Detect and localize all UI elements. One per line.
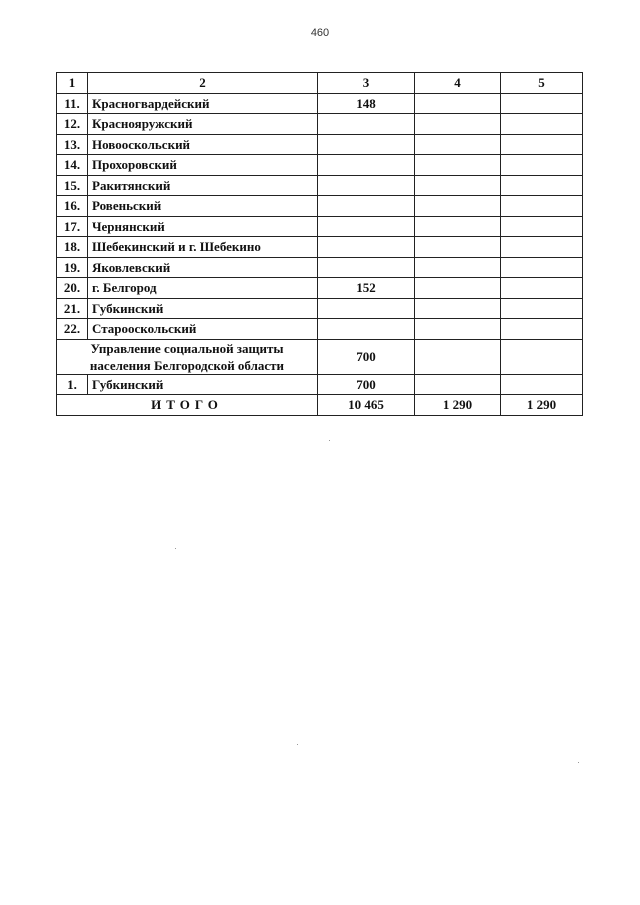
row-value-5 [501, 114, 583, 135]
row-value-3 [318, 237, 415, 258]
row-name: Губкинский [88, 298, 318, 319]
row-number: 16. [57, 196, 88, 217]
table-row [57, 257, 583, 278]
row-value-5 [501, 155, 583, 176]
department-section [57, 339, 583, 374]
department-value-5 [501, 339, 583, 374]
row-name: Новооскольский [88, 134, 318, 155]
row-number: 1. [57, 374, 88, 395]
row-number: 15. [57, 175, 88, 196]
department-name-line2: населения Белгородской области [89, 357, 285, 373]
total-value-5: 1 290 [501, 395, 583, 416]
table-row [57, 196, 583, 217]
row-value-3 [318, 155, 415, 176]
scan-speck [297, 744, 298, 745]
row-name: Краснояружский [88, 114, 318, 135]
row-value-3 [318, 196, 415, 217]
row-value-4 [415, 319, 501, 340]
row-value-3 [318, 175, 415, 196]
column-header-3: 3 [318, 73, 415, 94]
table-row [57, 278, 583, 299]
row-value-4 [415, 278, 501, 299]
row-value-3 [318, 298, 415, 319]
column-header-5: 5 [501, 73, 583, 94]
row-value-4 [415, 257, 501, 278]
row-value-3: 148 [318, 93, 415, 114]
column-header-2: 2 [88, 73, 318, 94]
row-value-5 [501, 134, 583, 155]
row-value-4 [415, 374, 501, 395]
row-number: 19. [57, 257, 88, 278]
row-name: Прохоровский [88, 155, 318, 176]
department-value-4 [415, 339, 501, 374]
department-name-line1: Управление социальной защиты [90, 340, 284, 356]
row-value-5 [501, 257, 583, 278]
row-name: Яковлевский [88, 257, 318, 278]
row-value-3 [318, 216, 415, 237]
department-rows [57, 374, 583, 395]
row-value-5 [501, 216, 583, 237]
table-row [57, 134, 583, 155]
row-name: Губкинский [88, 374, 318, 395]
row-number: 21. [57, 298, 88, 319]
row-name: Чернянский [88, 216, 318, 237]
row-value-4 [415, 237, 501, 258]
column-header-4: 4 [415, 73, 501, 94]
table-row [57, 93, 583, 114]
row-number: 22. [57, 319, 88, 340]
row-number: 20. [57, 278, 88, 299]
scan-speck [329, 440, 330, 441]
row-value-4 [415, 298, 501, 319]
row-value-4 [415, 196, 501, 217]
row-name: Ракитянский [88, 175, 318, 196]
department-subrow [57, 374, 583, 395]
row-value-5 [501, 237, 583, 258]
row-value-4 [415, 134, 501, 155]
total-value-4: 1 290 [415, 395, 501, 416]
row-value-3 [318, 319, 415, 340]
department-name-cell [57, 339, 318, 374]
row-name: Шебекинский и г. Шебекино [88, 237, 318, 258]
department-value-3: 700 [318, 339, 415, 374]
table-row [57, 114, 583, 135]
row-value-5 [501, 175, 583, 196]
row-number: 11. [57, 93, 88, 114]
row-value-3 [318, 134, 415, 155]
department-row [57, 339, 583, 374]
table-row [57, 175, 583, 196]
header-row [57, 73, 583, 94]
scan-speck [578, 762, 579, 763]
allocation-table [56, 72, 583, 416]
table-row [57, 298, 583, 319]
row-value-3 [318, 257, 415, 278]
table-row [57, 216, 583, 237]
row-name: г. Белгород [88, 278, 318, 299]
row-name: Старооскольский [88, 319, 318, 340]
row-value-4 [415, 216, 501, 237]
row-value-5 [501, 93, 583, 114]
row-value-5 [501, 319, 583, 340]
row-number: 18. [57, 237, 88, 258]
row-value-3: 152 [318, 278, 415, 299]
total-label: ИТОГО [57, 395, 318, 416]
row-value-5 [501, 374, 583, 395]
row-number: 13. [57, 134, 88, 155]
row-name: Ровеньский [88, 196, 318, 217]
row-value-4 [415, 155, 501, 176]
row-number: 14. [57, 155, 88, 176]
row-value-4 [415, 114, 501, 135]
page-number: 460 [310, 27, 330, 39]
column-header-1: 1 [57, 73, 88, 94]
row-value-4 [415, 93, 501, 114]
row-number: 12. [57, 114, 88, 135]
table-row [57, 237, 583, 258]
total-value-3: 10 465 [318, 395, 415, 416]
scan-speck [175, 548, 176, 549]
row-name: Красногвардейский [88, 93, 318, 114]
total-row [57, 395, 583, 416]
row-value-5 [501, 196, 583, 217]
row-value-4 [415, 175, 501, 196]
table-row [57, 155, 583, 176]
row-number: 17. [57, 216, 88, 237]
row-value-3: 700 [318, 374, 415, 395]
row-value-5 [501, 298, 583, 319]
row-value-3 [318, 114, 415, 135]
row-value-5 [501, 278, 583, 299]
table-row [57, 319, 583, 340]
table-body [57, 93, 583, 339]
